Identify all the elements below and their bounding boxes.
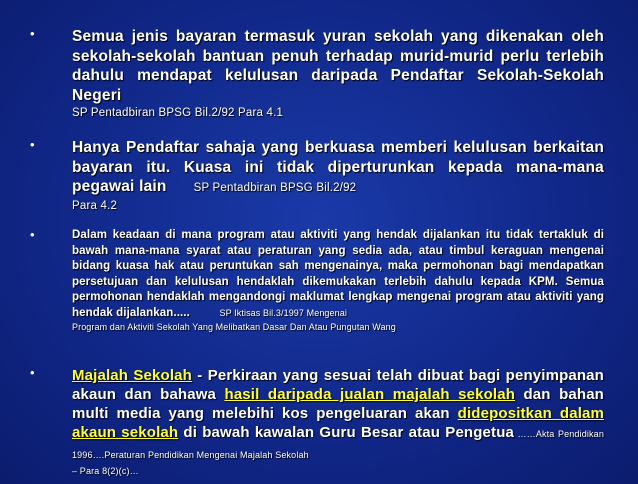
bullet-item-3	[30, 228, 604, 333]
item-2-reference: SP Pentadbiran BPSG Bil.2/92	[193, 182, 357, 194]
item-3-text: Dalam keadaan di mana program atau aktiviti yang hendak dijalankan itu tidak tertakluk di bawah mana-mana syarat atau peraturan yang sedia ada, atau timbul keraguan mengenai bidang kuasa hak atau peruntukan sah mengenainya, maka permohonan bagi mendapatkan persetujuan dan kelulusan hendaklah dikemukakan terlebih dahulu kepada KPM. Semua permohonan hendaklah mengandongi maklumat lengkap mengenai program atau aktiviti yang hendak dijalankan.....	[72, 229, 604, 319]
item-4-heading: Majalah Sekolah	[72, 367, 192, 384]
item-3-reference: SP Iktisas Bil.3/1997 Mengenai	[219, 307, 347, 318]
bullet-icon: •	[30, 365, 35, 380]
item-4-text-block	[72, 366, 604, 477]
item-4-reference: ……Akta Pendidikan 1996….Peraturan Pendidikan Mengenai Majalah Sekolah	[72, 429, 604, 460]
item-2-text-block	[72, 138, 604, 214]
item-4-text-b: dan bahan multi media yang melebihi kos pengeluaran akan	[72, 386, 604, 422]
item-4-highlight-b: didepositkan dalam akaun sekolah	[72, 405, 604, 441]
bullet-icon: •	[30, 26, 35, 41]
item-2-text: Hanya Pendaftar sahaja yang berkuasa memberi kelulusan berkaitan bayaran itu. Kuasa ini tidak diperturunkan kepada mana-mana pegawai lain	[72, 139, 604, 195]
item-3-text-block	[72, 228, 604, 333]
item-1-reference: SP Pentadbiran BPSG Bil.2/92 Para 4.1	[72, 107, 284, 119]
item-4-text-a: - Perkiraan yang sesuai telah dibuat bagi penyimpanan akaun dan bahawa	[72, 367, 604, 403]
bullet-item-2	[30, 138, 604, 214]
bullet-item-4	[30, 366, 604, 477]
bullet-icon: •	[30, 227, 35, 242]
item-4-highlight-a: hasil daripada jualan majalah sekolah	[224, 386, 516, 403]
item-3-reference-cont: Program dan Aktiviti Sekolah Yang Melibatkan Dasar Dan Atau Pungutan Wang	[72, 322, 396, 332]
bullet-icon: •	[30, 137, 35, 152]
item-1-text: Semua jenis bayaran termasuk yuran sekolah yang dikenakan oleh sekolah-sekolah bantuan penuh terhadap murid-murid perlu terlebih dahulu mendapat kelulusan daripada Pendaftar Sekolah-Sekolah Negeri	[72, 28, 604, 104]
item-1-text-block	[72, 27, 604, 121]
item-2-reference-cont: Para 4.2	[72, 199, 118, 212]
item-4-text-c: di bawah kawalan Guru Besar atau Pengetua	[178, 424, 515, 441]
item-4-reference-cont: – Para 8(2)(c)…	[72, 466, 139, 476]
bullet-item-1	[30, 27, 604, 121]
